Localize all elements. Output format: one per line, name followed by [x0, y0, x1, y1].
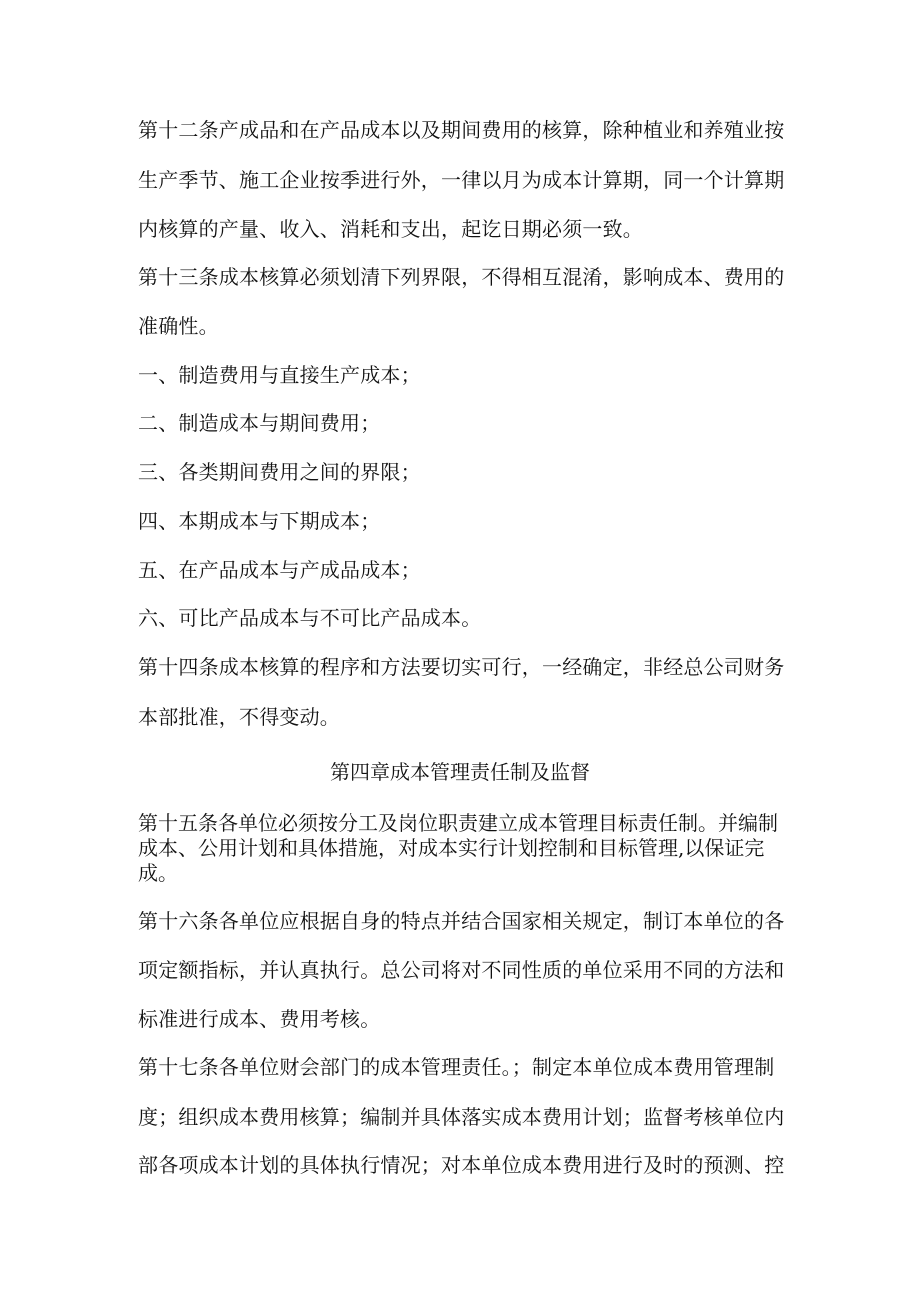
article-15-line-1: 第十五条各单位必须按分工及岗位职责建立成本管理目标责任制。并编制: [138, 811, 778, 835]
article-16-line-1: 第十六条各单位应根据自身的特点并结合国家相关规定，制订本单位的各: [138, 909, 785, 933]
article-14-line-2: 本部批准，不得变动。: [138, 705, 340, 729]
article-13-line-1: 第十三条成本核算必须划清下列界限，不得相互混淆，影响成本、费用的: [138, 265, 785, 289]
boundary-item-2: 二、制造成本与期间费用；: [138, 411, 381, 435]
article-12-line-2: 生产季节、施工企业按季进行外，一律以月为成本计算期，同一个计算期: [138, 168, 785, 192]
boundary-item-6: 六、可比产品成本与不可比产品成本。: [138, 606, 482, 630]
boundary-item-1: 一、制造费用与直接生产成本；: [138, 363, 421, 387]
article-16-line-3: 标准进行成本、费用考核。: [138, 1007, 381, 1031]
article-12-line-3: 内核算的产量、收入、消耗和支出，起讫日期必须一致。: [138, 217, 643, 241]
boundary-item-5: 五、在产品成本与产成品成本；: [138, 558, 421, 582]
boundary-item-3: 三、各类期间费用之间的界限；: [138, 460, 421, 484]
article-14-line-1: 第十四条成本核算的程序和方法要切实可行，一经确定，非经总公司财务: [138, 655, 785, 679]
article-15-line-2: 成本、公用计划和具体措施，对成本实行计划控制和目标管理,以保证完: [138, 836, 765, 860]
article-16-line-2: 项定额指标，并认真执行。总公司将对不同性质的单位采用不同的方法和: [138, 958, 785, 982]
article-15-line-3: 成。: [138, 861, 178, 885]
article-17-line-3: 部各项成本计划的具体执行情况；对本单位成本费用进行及时的预测、控: [138, 1153, 785, 1177]
chapter-4-heading: 第四章成本管理责任制及监督: [330, 760, 590, 784]
boundary-item-4: 四、本期成本与下期成本；: [138, 509, 381, 533]
article-17-line-2: 度；组织成本费用核算；编制并具体落实成本费用计划；监督考核单位内: [138, 1105, 785, 1129]
article-12-line-1: 第十二条产成品和在产品成本以及期间费用的核算，除种植业和养殖业按: [138, 118, 785, 142]
article-13-line-2: 准确性。: [138, 314, 219, 338]
article-17-line-1: 第十七条各单位财会部门的成本管理责任。；制定本单位成本费用管理制: [138, 1055, 775, 1079]
